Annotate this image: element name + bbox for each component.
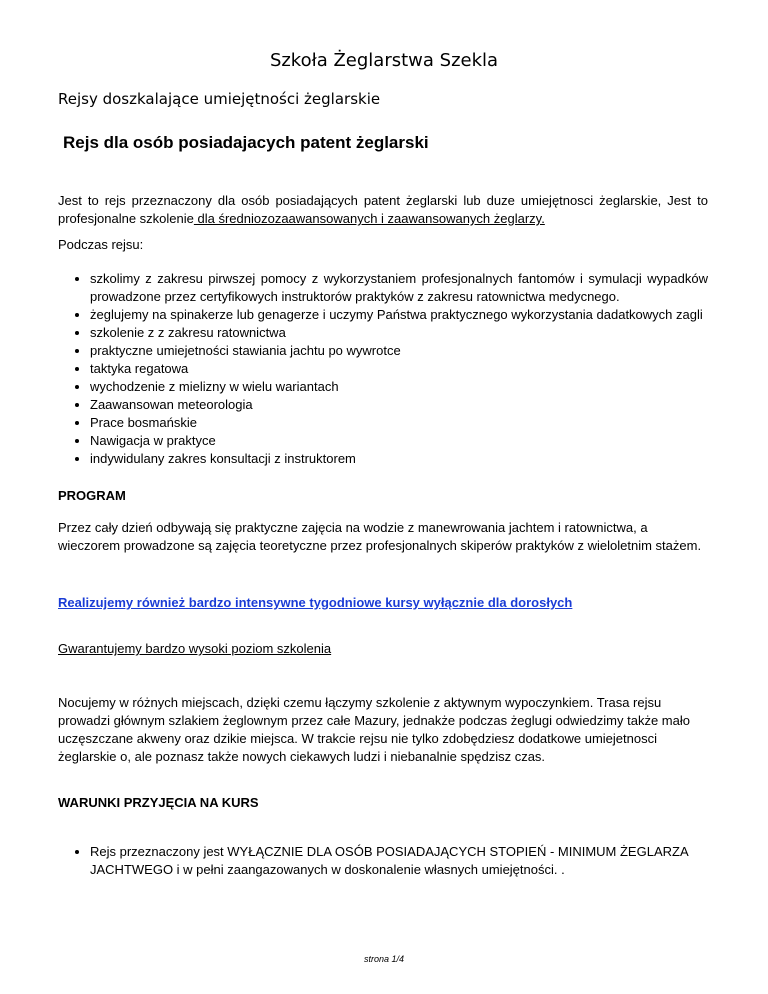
list-item: • indywidulany zakres konsultacji z instruktorem [90, 450, 708, 468]
list-item: • wychodzenie z mielizny w wielu wariantach [90, 378, 708, 396]
list-item: • Nawigacja w praktyce [90, 432, 708, 450]
list-item: • Prace bosmańskie [90, 414, 708, 432]
conditions-list-container [58, 843, 708, 879]
site-title: Szkoła Żeglarstwa Szekla [269, 50, 499, 71]
during-label: Podczas rejsu: [58, 237, 144, 252]
list-item: • Zaawansowan meteorologia [90, 396, 708, 414]
list-item: • szkolimy z zakresu pirwszej pomocy z wykorzystaniem profesjonalnych fantomów i symulacji wypadków prowadzone przez certyfikowych instruktorów praktyków z zakresu ratownictwa medycnego. [90, 270, 708, 306]
program-paragraph: Przez cały dzień odbywają się praktyczne zajęcia na wodzie z manewrowania jachtem i ratownictwa, a wieczorem prowadzone są zajęcia teoretyczne przez profesjonalnych skiperów praktyków z wieloletnim stażem. [58, 520, 702, 553]
list-item: • praktyczne umiejetności stawiania jachtu po wywrotce [90, 342, 708, 360]
guarantee-text: Gwarantujemy bardzo wysoki poziom szkolenia [58, 641, 332, 656]
list-item: • taktyka regatowa [90, 360, 708, 378]
intro-paragraph [58, 192, 708, 228]
page-footer: strona 1/4 [363, 954, 405, 964]
article-title: Rejs dla osób posiadajacych patent żeglarski [63, 133, 429, 152]
list-item: • szkolenie z z zakresu ratownictwa [90, 324, 708, 342]
conditions-list [58, 843, 708, 879]
courses-link-row [58, 594, 708, 612]
during-list-container [58, 270, 708, 468]
list-item: • Rejs przeznaczony jest WYŁĄCZNIE DLA OSÓB POSIADAJĄCYCH STOPIEŃ - MINIMUM ŻEGLARZA JACHTWEGO i w pełni zaangazowanych w doskonalenie własnych umiejętności. . [90, 843, 708, 879]
during-list [58, 270, 708, 468]
program-heading: PROGRAM [58, 488, 126, 503]
lodging-paragraph: Nocujemy w różnych miejscach, dzięki czemu łączymy szkolenie z aktywnym wypoczynkiem. Trasa rejsu prowadzi głównym szlakiem żeglownym przez całe Mazury, jednakże podczas żeglugi odwiedzimy także mało uczęszczane akweny oraz dzikie miejsca. W trakcie rejsu nie tylko zdobędziesz dodatkowe umiejetnosci żeglarskie o, ale poznasz także nowych ciekawych ludzi i niebanalnie spędzisz czas. [58, 695, 690, 764]
conditions-heading: WARUNKI PRZYJĘCIA NA KURS [58, 795, 259, 810]
courses-link[interactable]: Realizujemy również bardzo intensywne tygodniowe kursy wyłącznie dla dorosłych [58, 595, 573, 610]
intro-underlined-text: dla średniozozaawansowanych i zaawansowanych żeglarzy. [193, 211, 545, 226]
intro-text: Jest to rejs przeznaczony dla osób posiadających patent żeglarski lub duze umiejętnosci żeglarskie, Jest to profesjonalne szkolenie [58, 193, 708, 226]
section-title: Rejsy doszkalające umiejętności żeglarskie [58, 90, 381, 108]
list-item: • żeglujemy na spinakerze lub genagerze i uczymy Państwa praktycznego wykorzystania dadatkowych zagli [90, 306, 708, 324]
